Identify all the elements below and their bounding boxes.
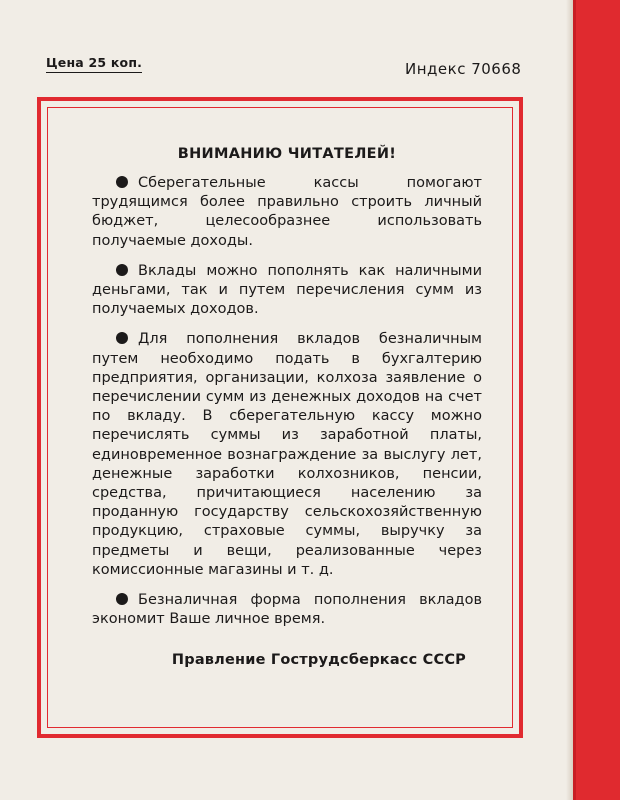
signature: Правление Гострудсберкасс СССР — [171, 652, 466, 668]
notice-paragraph-3: Для пополнения вкладов безналичным путем необходимо подать в бухгалтерию предприятия, организации, колхоза заявление о перечислении сумм из денежных доходов на счет по вкладу. В сберегательную кассу можно перечислять суммы из заработной платы, единовременное вознаграждение за выслугу лет, денежные заработки колхозников, пенсии, средства, причитающиеся населению за проданную государству сельскохозяйственную продукцию, страховые суммы, выручку за предметы и вещи, реализованные через комиссионные магазины и т. д. — [92, 331, 482, 578]
page-edge-shadow — [566, 0, 573, 800]
price-label: Цена 25 коп. — [46, 55, 142, 73]
index-label: Индекс 70668 — [405, 60, 522, 78]
notice-paragraph-1: Сберегательные кассы помогают трудящимся более правильно строить личный бюджет, целесообразнее использовать получаемые доходы. — [92, 175, 482, 249]
notice-title: ВНИМАНИЮ ЧИТАТЕЛЕЙ! — [177, 146, 397, 162]
bullet-dot-icon — [116, 332, 128, 344]
red-cover-band — [573, 0, 620, 800]
bullet-dot-icon — [116, 176, 128, 188]
bullet-dot-icon — [116, 264, 128, 276]
notice-paragraph-2: Вклады можно пополнять как наличными деньгами, так и путем перечисления сумм из получаемых доходов. — [92, 262, 482, 318]
notice-paragraph-4: Безналичная форма пополнения вкладов экономит Ваше личное время. — [92, 592, 482, 628]
bullet-dot-icon — [116, 593, 128, 605]
notice-body — [92, 140, 482, 668]
